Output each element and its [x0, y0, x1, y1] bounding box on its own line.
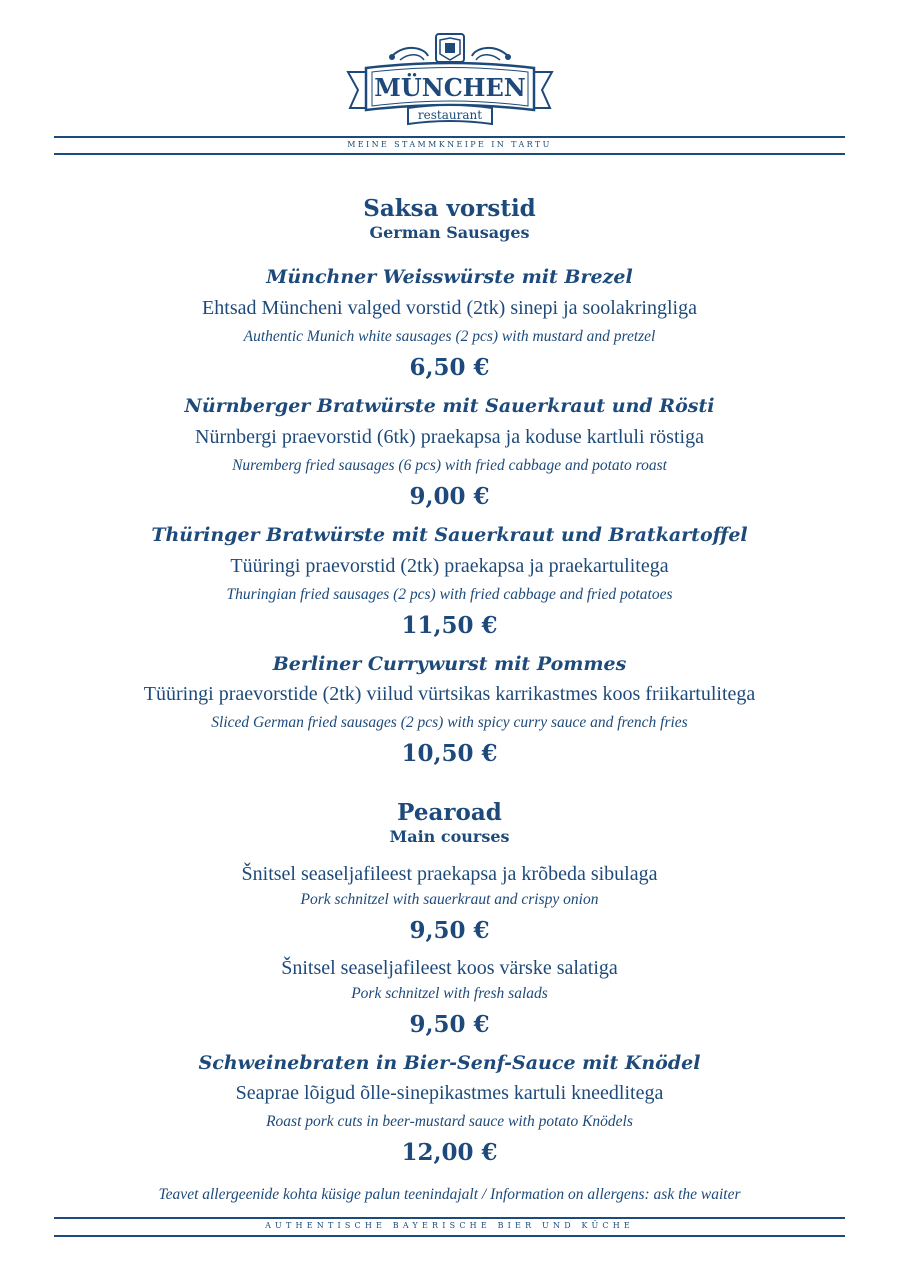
- menu-item-estonian: Ehtsad Müncheni valged vorstid (2tk) sinepi ja soolakringliga: [202, 297, 697, 319]
- section-title: Saksa vorstid: [363, 195, 536, 222]
- menu-item-name: Schweinebraten in Bier-Senf-Sauce mit Knödel: [198, 1052, 701, 1074]
- section-subtitle: German Sausages: [369, 223, 530, 242]
- section-title: Pearoad: [397, 799, 502, 826]
- menu-item-english: Nuremberg fried sausages (6 pcs) with fried cabbage and potato roast: [232, 457, 667, 474]
- menu-item-price: 11,50 €: [401, 612, 498, 639]
- menu-item-estonian: Tüüringi praevorstid (2tk) praekapsa ja praekartulitega: [230, 555, 669, 577]
- menu-item-price: 12,00 €: [401, 1139, 498, 1166]
- menu-item-name: Thüringer Bratwürste mit Sauerkraut und Bratkartoffel: [151, 524, 748, 546]
- menu-item-estonian: Šnitsel seaseljafileest koos värske salatiga: [281, 957, 618, 979]
- menu-item-estonian: Nürnbergi praevorstid (6tk) praekapsa ja koduse kartluli röstiga: [195, 426, 704, 448]
- menu-item-estonian: Šnitsel seaseljafileest praekapsa ja krõbeda sibulaga: [241, 863, 658, 885]
- menu-item-estonian: Seaprae lõigud õlle-sinepikastmes kartuli kneedlitega: [235, 1082, 664, 1104]
- menu-item-english: Pork schnitzel with fresh salads: [351, 985, 548, 1002]
- menu-item-price: 9,00 €: [409, 483, 490, 510]
- menu-item-english: Authentic Munich white sausages (2 pcs) with mustard and pretzel: [243, 328, 656, 345]
- menu-item-estonian: Tüüringi praevorstide (2tk) viilud vürtsikas karrikastmes koos friikartulitega: [143, 683, 756, 705]
- header-rule-bottom: [54, 153, 845, 155]
- menu-item-price: 6,50 €: [409, 354, 490, 381]
- menu-item-english: Thuringian fried sausages (2 pcs) with fried cabbage and fried potatoes: [226, 586, 673, 603]
- footer-tagline: AUTHENTISCHE BAYERISCHE BIER UND KÜCHE: [265, 1221, 634, 1230]
- logo-sub-text: restaurant: [417, 108, 483, 122]
- menu-item-name: Münchner Weisswürste mit Brezel: [266, 266, 633, 288]
- logo-name-text: MÜNCHEN: [374, 73, 526, 102]
- menu-item-name: Nürnberger Bratwürste mit Sauerkraut und Rösti: [184, 395, 715, 417]
- menu-item-english: Roast pork cuts in beer-mustard sauce with potato Knödels: [266, 1113, 633, 1130]
- footer-rule-bottom: [54, 1235, 845, 1237]
- allergen-note: Teavet allergeenide kohta küsige palun teenindajalt / Information on allergens: ask the waiter: [158, 1186, 741, 1203]
- munchen-logo: [330, 30, 570, 130]
- menu-item-english: Sliced German fried sausages (2 pcs) with spicy curry sauce and french fries: [211, 714, 688, 731]
- menu-item-price: 10,50 €: [401, 740, 498, 767]
- menu-item-price: 9,50 €: [409, 917, 490, 944]
- section-subtitle: Main courses: [389, 827, 510, 846]
- menu-item-name: Berliner Currywurst mit Pommes: [272, 653, 627, 675]
- menu-item-english: Pork schnitzel with sauerkraut and crispy onion: [300, 891, 599, 908]
- header-rule-top: [54, 136, 845, 138]
- menu-item-price: 9,50 €: [409, 1011, 490, 1038]
- header-tagline: MEINE STAMMKNEIPE IN TARTU: [347, 140, 552, 149]
- footer-rule-top: [54, 1217, 845, 1219]
